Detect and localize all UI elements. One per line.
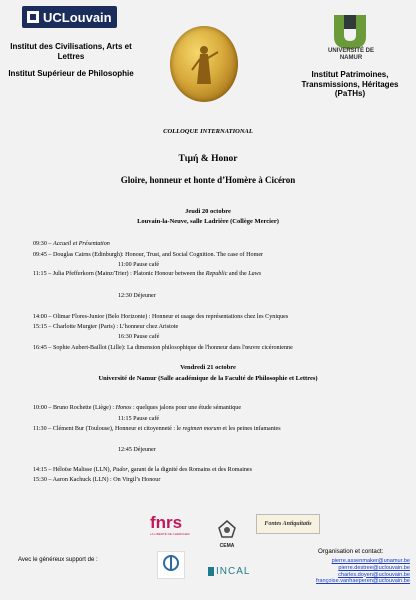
page-subtitle: Gloire, honneur et honte d’Homère à Cicéron — [120, 175, 296, 185]
gold-coin-image — [170, 26, 238, 102]
program-item: 16:45 – Sophie Aubert-Baillot (Lille): La dimension philosophique de l'honneur dans l'œuvre cicéronienne — [33, 345, 293, 351]
fnrs-logo — [150, 514, 190, 542]
coin-figure-icon — [170, 26, 238, 102]
uclouvain-logo-text: UCLouvain — [43, 9, 112, 25]
unamur-logo-icon — [330, 11, 370, 51]
uclouvain-logo — [22, 6, 117, 28]
program-pause: 11:00 Pause café — [118, 262, 160, 268]
day1-date: Jeudi 20 octobre — [185, 208, 231, 215]
day1-place: Louvain-la-Neuve, salle Ladrière (Collège Mercier) — [137, 218, 279, 225]
contact-title: Organisation et contact: — [318, 548, 384, 555]
program-item: 15:15 – Charlotte Murgier (Paris) : L’honneur chez Aristote — [33, 324, 179, 330]
support-label: Avec le généreux support de : — [18, 557, 98, 563]
program-item: 15:30 – Aaron Kachuck (LLN) : On Virgil’s Honour — [33, 477, 161, 483]
cema-logo-text: CEMA — [219, 543, 235, 549]
program-pause: 12:45 Déjeuner — [118, 447, 156, 453]
philosophy-emblem-icon — [158, 552, 184, 578]
incal-logo — [208, 566, 250, 577]
program-pause: 11:15 Pause café — [118, 416, 160, 422]
program-item: 09:45 – Douglas Cairns (Edinburgh): Honour, Trust, and Social Cognition. The case of Homer — [33, 252, 264, 258]
program-item: 11:30 – Clément Bur (Toulouse), Honneur et citoyenneté : le regimen morum et les peines infamantes — [33, 426, 281, 432]
day2-date: Vendredi 21 octobre — [180, 364, 236, 371]
program-pause: 12:30 Déjeuner — [118, 293, 156, 299]
email-link[interactable]: charles.doyen@uclouvain.be — [338, 571, 410, 578]
fnrs-tagline: LA LIBERTÉ DE CHERCHER — [150, 532, 190, 536]
uclouvain-mark-icon — [27, 11, 39, 23]
contact-emails — [300, 558, 410, 585]
philosophy-institute-logo — [157, 551, 185, 579]
email-link[interactable]: pierre.assenmaker@unamur.be — [331, 558, 410, 564]
email-link[interactable]: françoise.vanhaeperen@uclouvain.be — [316, 578, 410, 585]
institute-civilisations: Institut des Civilisations, Arts et Lettres — [10, 42, 132, 61]
institute-paths: Institut Patrimoines, Transmissions, Héritages (PaTHs) — [301, 70, 399, 98]
colloque-kicker: COLLOQUE INTERNATIONAL — [163, 128, 253, 135]
cema-emblem-icon — [217, 520, 237, 538]
incal-logo-text: INCAL — [216, 566, 251, 577]
unamur-logo-text: UNIVERSITÉ DE NAMUR — [327, 48, 374, 61]
fontes-antiquitatis-logo: Fontes Antiquitatis — [256, 514, 320, 534]
institute-philosophy: Institut Supérieur de Philosophie — [8, 69, 134, 78]
fnrs-logo-text: fnrs — [150, 513, 183, 532]
program-item: 11:15 – Julia Pfefferkorn (Mainz/Trier) : Platonic Honour between the Republic and the Laws — [33, 271, 262, 277]
day2-place: Université de Namur (Salle académique de la Faculté de Philosophie et Lettres) — [98, 375, 318, 382]
program-item: 14:00 – Olimar Flores-Junior (Belo Horizonte) : Honneur et usage des représentations chez les Cyniques — [33, 314, 289, 320]
program-item: 10:00 – Bruno Rochette (Liège) : Honos : quelques jalons pour une étude sémantique — [33, 405, 242, 411]
program-pause: 16:30 Pause café — [118, 334, 160, 340]
program-item: 09:30 – Accueil et Présentation — [33, 241, 110, 247]
email-link[interactable]: pierre.destree@uclouvain.be — [338, 564, 410, 571]
page-title: Τιμή & Honor — [178, 154, 238, 164]
cema-logo — [217, 520, 237, 549]
program-item: 14:15 – Héloïse Malisse (LLN), Pudor, garant de la dignité des Romains et des Romaines — [33, 467, 253, 473]
incal-mark-icon — [208, 567, 214, 576]
